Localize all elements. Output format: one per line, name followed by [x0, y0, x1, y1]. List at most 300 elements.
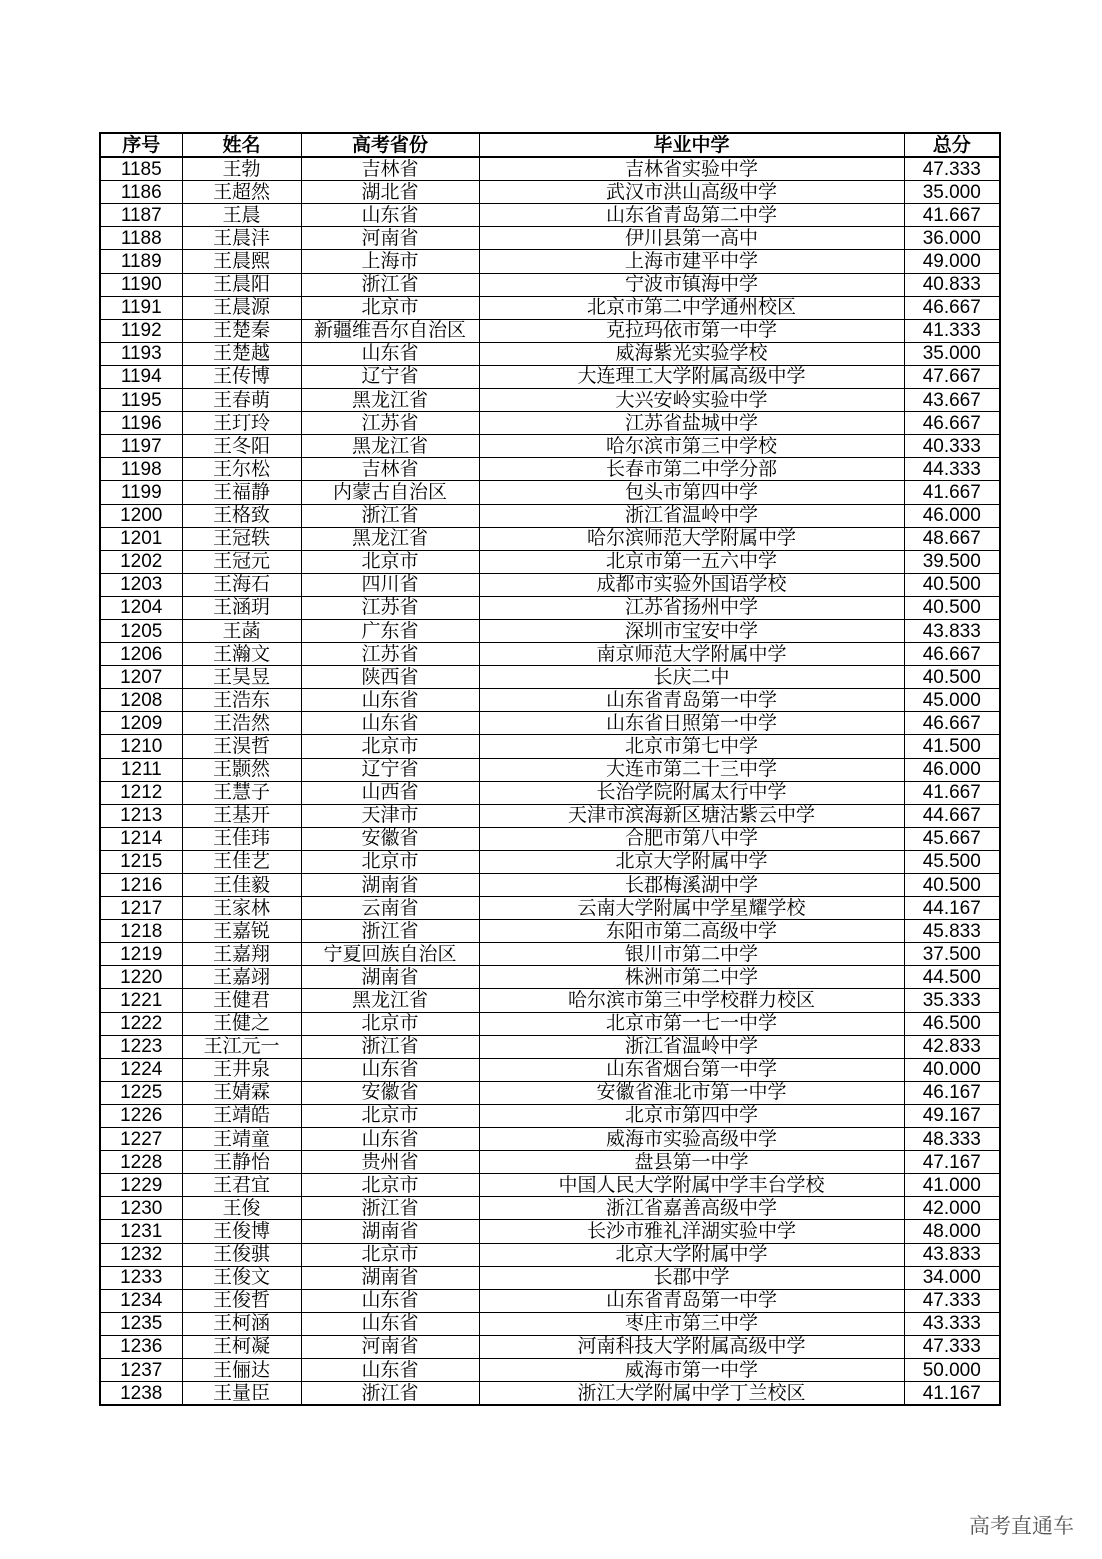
cell-score: 39.500 [904, 550, 1000, 573]
cell-index: 1238 [100, 1382, 182, 1406]
cell-school: 上海市建平中学 [479, 250, 904, 273]
cell-score: 49.000 [904, 250, 1000, 273]
cell-province: 陕西省 [301, 666, 479, 689]
cell-province: 山东省 [301, 204, 479, 227]
cell-name: 王嘉翔 [182, 943, 301, 966]
cell-name: 王江元一 [182, 1035, 301, 1058]
cell-score: 35.000 [904, 342, 1000, 365]
cell-name: 王婧霖 [182, 1081, 301, 1104]
cell-score: 50.000 [904, 1358, 1000, 1381]
cell-school: 株洲市第二中学 [479, 966, 904, 989]
cell-score: 48.333 [904, 1128, 1000, 1151]
table-row [100, 227, 1000, 250]
cell-school: 北京市第一七一中学 [479, 1012, 904, 1035]
cell-name: 王玎玲 [182, 412, 301, 435]
table-row [100, 1266, 1000, 1289]
cell-school: 长郡中学 [479, 1266, 904, 1289]
table-row [100, 1035, 1000, 1058]
table-row [100, 874, 1000, 897]
cell-province: 浙江省 [301, 920, 479, 943]
cell-province: 浙江省 [301, 273, 479, 296]
table-row [100, 712, 1000, 735]
table-row [100, 504, 1000, 527]
table-row [100, 1197, 1000, 1220]
cell-index: 1213 [100, 804, 182, 827]
cell-school: 北京市第四中学 [479, 1104, 904, 1127]
cell-province: 安徽省 [301, 827, 479, 850]
cell-school: 东阳市第二高级中学 [479, 920, 904, 943]
cell-school: 浙江大学附属中学丁兰校区 [479, 1382, 904, 1406]
cell-name: 王佳玮 [182, 827, 301, 850]
table-row [100, 1081, 1000, 1104]
table-row [100, 943, 1000, 966]
cell-index: 1196 [100, 412, 182, 435]
cell-score: 40.500 [904, 596, 1000, 619]
cell-school: 包头市第四中学 [479, 481, 904, 504]
cell-index: 1220 [100, 966, 182, 989]
cell-school: 北京市第二中学通州校区 [479, 296, 904, 319]
cell-index: 1197 [100, 435, 182, 458]
cell-province: 北京市 [301, 850, 479, 873]
cell-name: 王楚越 [182, 342, 301, 365]
cell-score: 37.500 [904, 943, 1000, 966]
cell-school: 哈尔滨市第三中学校 [479, 435, 904, 458]
cell-school: 浙江省温岭中学 [479, 504, 904, 527]
cell-score: 46.667 [904, 712, 1000, 735]
cell-school: 北京大学附属中学 [479, 850, 904, 873]
cell-school: 威海市第一中学 [479, 1358, 904, 1381]
cell-school: 江苏省扬州中学 [479, 596, 904, 619]
cell-school: 成都市实验外国语学校 [479, 573, 904, 596]
cell-index: 1237 [100, 1358, 182, 1381]
cell-province: 湖北省 [301, 181, 479, 204]
cell-province: 山东省 [301, 1128, 479, 1151]
cell-province: 内蒙古自治区 [301, 481, 479, 504]
cell-score: 35.333 [904, 989, 1000, 1012]
table-row [100, 920, 1000, 943]
cell-province: 新疆维吾尔自治区 [301, 319, 479, 342]
cell-school: 山东省青岛第一中学 [479, 1289, 904, 1312]
header-index: 序号 [100, 133, 182, 157]
cell-school: 长庆二中 [479, 666, 904, 689]
cell-index: 1211 [100, 758, 182, 781]
cell-index: 1234 [100, 1289, 182, 1312]
cell-index: 1231 [100, 1220, 182, 1243]
cell-index: 1215 [100, 850, 182, 873]
cell-province: 浙江省 [301, 1197, 479, 1220]
header-province: 高考省份 [301, 133, 479, 157]
cell-score: 42.833 [904, 1035, 1000, 1058]
cell-score: 35.000 [904, 181, 1000, 204]
cell-province: 山东省 [301, 689, 479, 712]
table-row [100, 1174, 1000, 1197]
table-row [100, 596, 1000, 619]
header-name: 姓名 [182, 133, 301, 157]
cell-name: 王佳毅 [182, 874, 301, 897]
cell-name: 王慧子 [182, 781, 301, 804]
cell-index: 1236 [100, 1335, 182, 1358]
cell-score: 45.000 [904, 689, 1000, 712]
cell-score: 44.167 [904, 897, 1000, 920]
cell-name: 王柯凝 [182, 1335, 301, 1358]
cell-school: 河南科技大学附属高级中学 [479, 1335, 904, 1358]
table-row [100, 1220, 1000, 1243]
cell-score: 40.500 [904, 874, 1000, 897]
cell-name: 王井泉 [182, 1058, 301, 1081]
cell-index: 1194 [100, 365, 182, 388]
table-row [100, 827, 1000, 850]
cell-province: 山西省 [301, 781, 479, 804]
cell-index: 1229 [100, 1174, 182, 1197]
cell-index: 1193 [100, 342, 182, 365]
cell-index: 1218 [100, 920, 182, 943]
cell-school: 江苏省盐城中学 [479, 412, 904, 435]
cell-school: 宁波市镇海中学 [479, 273, 904, 296]
cell-index: 1209 [100, 712, 182, 735]
cell-score: 41.167 [904, 1382, 1000, 1406]
cell-province: 黑龙江省 [301, 989, 479, 1012]
cell-province: 北京市 [301, 1243, 479, 1266]
table-row [100, 804, 1000, 827]
cell-index: 1225 [100, 1081, 182, 1104]
cell-score: 46.667 [904, 643, 1000, 666]
cell-name: 王海石 [182, 573, 301, 596]
cell-score: 42.000 [904, 1197, 1000, 1220]
cell-score: 47.333 [904, 157, 1000, 181]
cell-province: 江苏省 [301, 596, 479, 619]
cell-province: 江苏省 [301, 643, 479, 666]
cell-province: 山东省 [301, 1358, 479, 1381]
cell-index: 1212 [100, 781, 182, 804]
cell-score: 46.000 [904, 758, 1000, 781]
cell-name: 王冠轶 [182, 527, 301, 550]
cell-score: 47.333 [904, 1335, 1000, 1358]
cell-school: 山东省青岛第一中学 [479, 689, 904, 712]
cell-name: 王颢然 [182, 758, 301, 781]
cell-score: 41.667 [904, 204, 1000, 227]
cell-province: 山东省 [301, 712, 479, 735]
cell-name: 王俊博 [182, 1220, 301, 1243]
cell-school: 大兴安岭实验中学 [479, 389, 904, 412]
cell-name: 王浩东 [182, 689, 301, 712]
cell-province: 湖南省 [301, 1266, 479, 1289]
cell-school: 天津市滨海新区塘沽紫云中学 [479, 804, 904, 827]
cell-name: 王晨源 [182, 296, 301, 319]
table-row [100, 1104, 1000, 1127]
cell-name: 王健之 [182, 1012, 301, 1035]
cell-score: 46.167 [904, 1081, 1000, 1104]
cell-name: 王君宜 [182, 1174, 301, 1197]
cell-score: 43.333 [904, 1312, 1000, 1335]
cell-name: 王福静 [182, 481, 301, 504]
cell-score: 47.333 [904, 1289, 1000, 1312]
cell-index: 1187 [100, 204, 182, 227]
cell-name: 王俊文 [182, 1266, 301, 1289]
cell-score: 34.000 [904, 1266, 1000, 1289]
cell-index: 1224 [100, 1058, 182, 1081]
cell-province: 贵州省 [301, 1151, 479, 1174]
cell-school: 深圳市宝安中学 [479, 619, 904, 642]
cell-school: 武汉市洪山高级中学 [479, 181, 904, 204]
cell-name: 王静怡 [182, 1151, 301, 1174]
cell-school: 长郡梅溪湖中学 [479, 874, 904, 897]
cell-school: 合肥市第八中学 [479, 827, 904, 850]
cell-school: 枣庄市第三中学 [479, 1312, 904, 1335]
cell-index: 1232 [100, 1243, 182, 1266]
cell-score: 36.000 [904, 227, 1000, 250]
cell-name: 王俪达 [182, 1358, 301, 1381]
cell-name: 王勃 [182, 157, 301, 181]
cell-province: 江苏省 [301, 412, 479, 435]
table-row [100, 966, 1000, 989]
cell-score: 43.833 [904, 619, 1000, 642]
cell-name: 王浩然 [182, 712, 301, 735]
table-row [100, 181, 1000, 204]
cell-index: 1186 [100, 181, 182, 204]
table-row [100, 1058, 1000, 1081]
cell-school: 伊川县第一高中 [479, 227, 904, 250]
cell-school: 山东省烟台第一中学 [479, 1058, 904, 1081]
cell-score: 46.000 [904, 504, 1000, 527]
cell-province: 山东省 [301, 1289, 479, 1312]
cell-index: 1219 [100, 943, 182, 966]
cell-province: 北京市 [301, 1174, 479, 1197]
cell-province: 山东省 [301, 342, 479, 365]
table-header-row [100, 133, 1000, 157]
cell-province: 北京市 [301, 1012, 479, 1035]
cell-index: 1202 [100, 550, 182, 573]
table-row [100, 1382, 1000, 1406]
cell-province: 山东省 [301, 1312, 479, 1335]
cell-score: 41.667 [904, 781, 1000, 804]
cell-index: 1192 [100, 319, 182, 342]
cell-name: 王家林 [182, 897, 301, 920]
cell-school: 北京市第一五六中学 [479, 550, 904, 573]
table-row [100, 1358, 1000, 1381]
cell-name: 王超然 [182, 181, 301, 204]
table-row [100, 412, 1000, 435]
cell-school: 吉林省实验中学 [479, 157, 904, 181]
cell-score: 49.167 [904, 1104, 1000, 1127]
cell-province: 北京市 [301, 735, 479, 758]
score-table [99, 132, 1001, 1406]
table-row [100, 435, 1000, 458]
cell-score: 40.333 [904, 435, 1000, 458]
cell-index: 1222 [100, 1012, 182, 1035]
cell-name: 王瀚文 [182, 643, 301, 666]
cell-score: 41.667 [904, 481, 1000, 504]
cell-name: 王佳艺 [182, 850, 301, 873]
cell-score: 40.833 [904, 273, 1000, 296]
cell-province: 河南省 [301, 227, 479, 250]
cell-index: 1199 [100, 481, 182, 504]
table-row [100, 735, 1000, 758]
cell-name: 王晨熙 [182, 250, 301, 273]
cell-index: 1228 [100, 1151, 182, 1174]
cell-score: 44.500 [904, 966, 1000, 989]
cell-index: 1189 [100, 250, 182, 273]
cell-name: 王春萌 [182, 389, 301, 412]
cell-index: 1208 [100, 689, 182, 712]
cell-name: 王基开 [182, 804, 301, 827]
cell-name: 王健君 [182, 989, 301, 1012]
cell-province: 吉林省 [301, 157, 479, 181]
table-row [100, 527, 1000, 550]
cell-index: 1227 [100, 1128, 182, 1151]
cell-index: 1210 [100, 735, 182, 758]
cell-school: 银川市第二中学 [479, 943, 904, 966]
cell-index: 1207 [100, 666, 182, 689]
table-row [100, 365, 1000, 388]
cell-school: 长春市第二中学分部 [479, 458, 904, 481]
cell-index: 1221 [100, 989, 182, 1012]
cell-score: 43.833 [904, 1243, 1000, 1266]
table-row [100, 1012, 1000, 1035]
table-row [100, 481, 1000, 504]
cell-score: 47.667 [904, 365, 1000, 388]
cell-school: 云南大学附属中学星耀学校 [479, 897, 904, 920]
cell-score: 45.500 [904, 850, 1000, 873]
table-row [100, 573, 1000, 596]
cell-index: 1223 [100, 1035, 182, 1058]
cell-score: 40.500 [904, 573, 1000, 596]
cell-school: 哈尔滨师范大学附属中学 [479, 527, 904, 550]
cell-province: 河南省 [301, 1335, 479, 1358]
table-row [100, 250, 1000, 273]
cell-index: 1198 [100, 458, 182, 481]
cell-province: 辽宁省 [301, 758, 479, 781]
cell-province: 黑龙江省 [301, 389, 479, 412]
cell-province: 浙江省 [301, 1035, 479, 1058]
table-row [100, 342, 1000, 365]
cell-name: 王晨 [182, 204, 301, 227]
table-row [100, 1243, 1000, 1266]
cell-province: 宁夏回族自治区 [301, 943, 479, 966]
cell-score: 46.667 [904, 412, 1000, 435]
table-body [100, 157, 1000, 1405]
table-row [100, 897, 1000, 920]
cell-name: 王靖皓 [182, 1104, 301, 1127]
cell-name: 王尔松 [182, 458, 301, 481]
cell-score: 41.500 [904, 735, 1000, 758]
cell-province: 北京市 [301, 296, 479, 319]
cell-school: 长沙市雅礼洋湖实验中学 [479, 1220, 904, 1243]
cell-score: 40.500 [904, 666, 1000, 689]
table-row [100, 550, 1000, 573]
cell-school: 北京市第七中学 [479, 735, 904, 758]
cell-province: 北京市 [301, 550, 479, 573]
cell-school: 山东省青岛第二中学 [479, 204, 904, 227]
table-row [100, 1151, 1000, 1174]
cell-province: 湖南省 [301, 966, 479, 989]
cell-name: 王菡 [182, 619, 301, 642]
table-row [100, 619, 1000, 642]
cell-school: 安徽省淮北市第一中学 [479, 1081, 904, 1104]
cell-index: 1214 [100, 827, 182, 850]
cell-index: 1233 [100, 1266, 182, 1289]
cell-index: 1190 [100, 273, 182, 296]
cell-school: 山东省日照第一中学 [479, 712, 904, 735]
cell-name: 王传博 [182, 365, 301, 388]
cell-province: 北京市 [301, 1104, 479, 1127]
cell-school: 浙江省温岭中学 [479, 1035, 904, 1058]
table-row [100, 319, 1000, 342]
cell-province: 四川省 [301, 573, 479, 596]
cell-province: 浙江省 [301, 504, 479, 527]
cell-school: 威海市实验高级中学 [479, 1128, 904, 1151]
cell-score: 41.333 [904, 319, 1000, 342]
cell-school: 北京大学附属中学 [479, 1243, 904, 1266]
header-school: 毕业中学 [479, 133, 904, 157]
table-row [100, 1128, 1000, 1151]
cell-score: 44.667 [904, 804, 1000, 827]
table-row [100, 458, 1000, 481]
table-row [100, 689, 1000, 712]
table-row [100, 296, 1000, 319]
cell-school: 哈尔滨市第三中学校群力校区 [479, 989, 904, 1012]
cell-score: 45.833 [904, 920, 1000, 943]
cell-province: 广东省 [301, 619, 479, 642]
cell-name: 王昊昱 [182, 666, 301, 689]
cell-index: 1216 [100, 874, 182, 897]
cell-index: 1205 [100, 619, 182, 642]
table-row [100, 1312, 1000, 1335]
cell-name: 王靖童 [182, 1128, 301, 1151]
table-row [100, 204, 1000, 227]
cell-province: 黑龙江省 [301, 527, 479, 550]
cell-school: 南京师范大学附属中学 [479, 643, 904, 666]
cell-name: 王淏哲 [182, 735, 301, 758]
cell-index: 1201 [100, 527, 182, 550]
cell-name: 王柯涵 [182, 1312, 301, 1335]
cell-index: 1191 [100, 296, 182, 319]
cell-score: 46.500 [904, 1012, 1000, 1035]
cell-index: 1203 [100, 573, 182, 596]
cell-school: 大连市第二十三中学 [479, 758, 904, 781]
cell-score: 41.000 [904, 1174, 1000, 1197]
cell-score: 46.667 [904, 296, 1000, 319]
cell-province: 辽宁省 [301, 365, 479, 388]
cell-name: 王冠元 [182, 550, 301, 573]
cell-school: 长治学院附属太行中学 [479, 781, 904, 804]
cell-school: 中国人民大学附属中学丰台学校 [479, 1174, 904, 1197]
cell-score: 48.000 [904, 1220, 1000, 1243]
table-row [100, 989, 1000, 1012]
cell-name: 王冬阳 [182, 435, 301, 458]
cell-province: 云南省 [301, 897, 479, 920]
cell-index: 1185 [100, 157, 182, 181]
cell-province: 湖南省 [301, 874, 479, 897]
cell-name: 王俊骐 [182, 1243, 301, 1266]
cell-name: 王涵玥 [182, 596, 301, 619]
cell-name: 王俊哲 [182, 1289, 301, 1312]
cell-province: 浙江省 [301, 1382, 479, 1406]
table-row [100, 389, 1000, 412]
header-score: 总分 [904, 133, 1000, 157]
cell-index: 1206 [100, 643, 182, 666]
cell-name: 王嘉锐 [182, 920, 301, 943]
cell-name: 王嘉翊 [182, 966, 301, 989]
cell-province: 上海市 [301, 250, 479, 273]
table-row [100, 758, 1000, 781]
cell-province: 山东省 [301, 1058, 479, 1081]
cell-name: 王晨沣 [182, 227, 301, 250]
cell-score: 48.667 [904, 527, 1000, 550]
cell-school: 盘县第一中学 [479, 1151, 904, 1174]
watermark: 高考直通车 [969, 1514, 1074, 1538]
cell-score: 47.167 [904, 1151, 1000, 1174]
cell-index: 1188 [100, 227, 182, 250]
